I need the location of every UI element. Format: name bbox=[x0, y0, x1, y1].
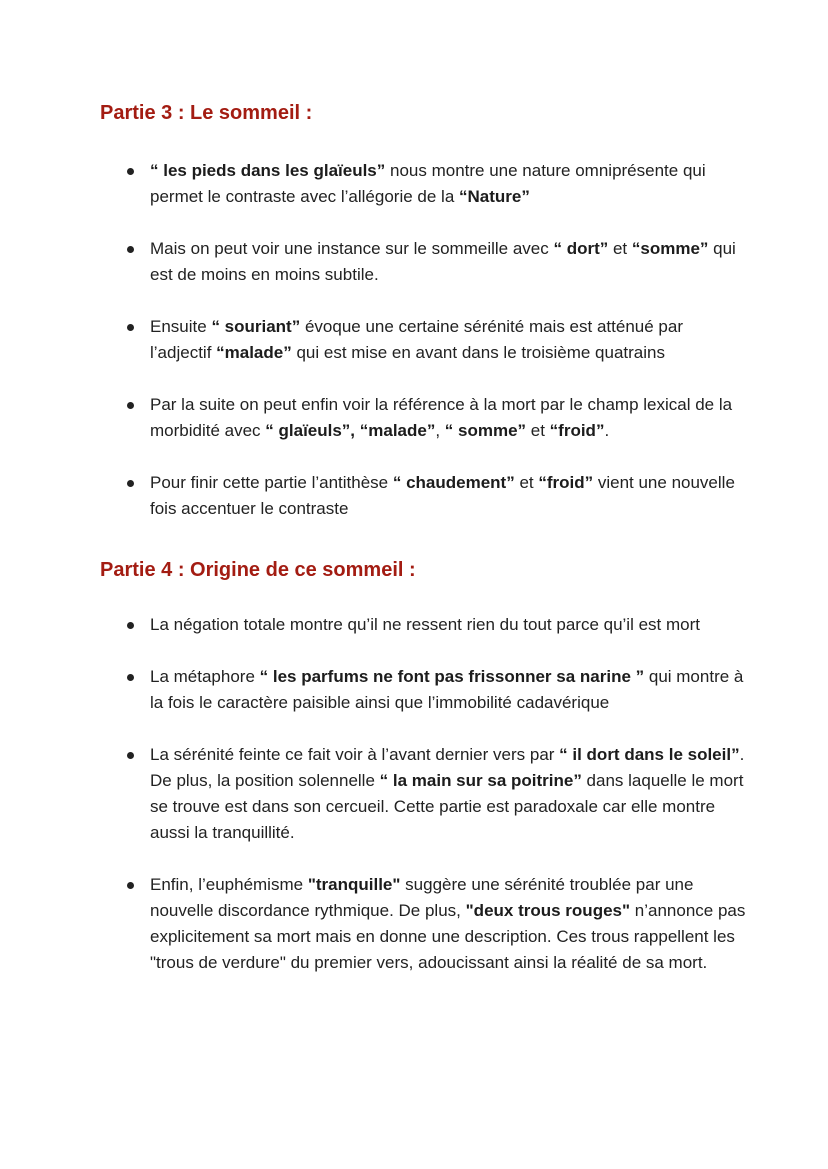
list-item bbox=[126, 314, 746, 366]
bullet-icon bbox=[127, 246, 134, 253]
section-heading-partie-4: Partie 4 : Origine de ce sommeil : bbox=[100, 559, 416, 581]
section-heading-partie-3: Partie 3 : Le sommeil : bbox=[100, 102, 313, 124]
bullet-icon bbox=[127, 882, 134, 889]
list-item-text: La négation totale montre qu’il ne ressent rien du tout parce qu’il est mort bbox=[150, 615, 700, 634]
bullet-icon bbox=[127, 168, 134, 175]
section-3-bullet-list bbox=[126, 158, 746, 548]
bullet-icon bbox=[127, 324, 134, 331]
bullet-icon bbox=[127, 402, 134, 409]
bullet-icon bbox=[127, 622, 134, 629]
list-item bbox=[126, 664, 746, 716]
list-item-text: La sérénité feinte ce fait voir à l’avant dernier vers par “ il dort dans le soleil”. De plus, la position solennelle “ la main sur sa poitrine” dans laquelle le mort se trouve est dans son cercueil. Cette partie est paradoxale car elle montre aussi la tranquillité. bbox=[150, 745, 745, 842]
list-item bbox=[126, 236, 746, 288]
list-item-text: “ les pieds dans les glaïeuls” nous montre une nature omniprésente qui permet le contraste avec l’allégorie de la “Nature” bbox=[150, 161, 706, 206]
list-item bbox=[126, 872, 746, 976]
bullet-icon bbox=[127, 480, 134, 487]
list-item-text: Par la suite on peut enfin voir la référence à la mort par le champ lexical de la morbidité avec “ glaïeuls”, “malade”, “ somme” et “froid”. bbox=[150, 395, 733, 440]
list-item-text: Pour finir cette partie l’antithèse “ chaudement” et “froid” vient une nouvelle fois accentuer le contraste bbox=[150, 473, 735, 518]
list-item-text: Mais on peut voir une instance sur le sommeille avec “ dort” et “somme” qui est de moins en moins subtile. bbox=[150, 239, 736, 284]
bullet-icon bbox=[127, 752, 134, 759]
list-item bbox=[126, 742, 746, 846]
list-item-text: Ensuite “ souriant” évoque une certaine sérénité mais est atténué par l’adjectif “malade” qui est mise en avant dans le troisième quatrains bbox=[150, 317, 683, 362]
bullet-icon bbox=[127, 674, 134, 681]
list-item bbox=[126, 158, 746, 210]
list-item-text: Enfin, l’euphémisme "tranquille" suggère une sérénité troublée par une nouvelle discordance rythmique. De plus, "deux trous rouges" n’annonce pas explicitement sa mort mais en donne une description. Ces trous rappellent les "trous de verdure" du premier vers, adoucissant ainsi la réalité de sa mort. bbox=[150, 875, 746, 972]
list-item bbox=[126, 612, 746, 638]
list-item-text: La métaphore “ les parfums ne font pas frissonner sa narine ” qui montre à la fois le caractère paisible ainsi que l’immobilité cadavérique bbox=[150, 667, 744, 712]
section-4-bullet-list bbox=[126, 612, 746, 1002]
list-item bbox=[126, 470, 746, 522]
list-item bbox=[126, 392, 746, 444]
